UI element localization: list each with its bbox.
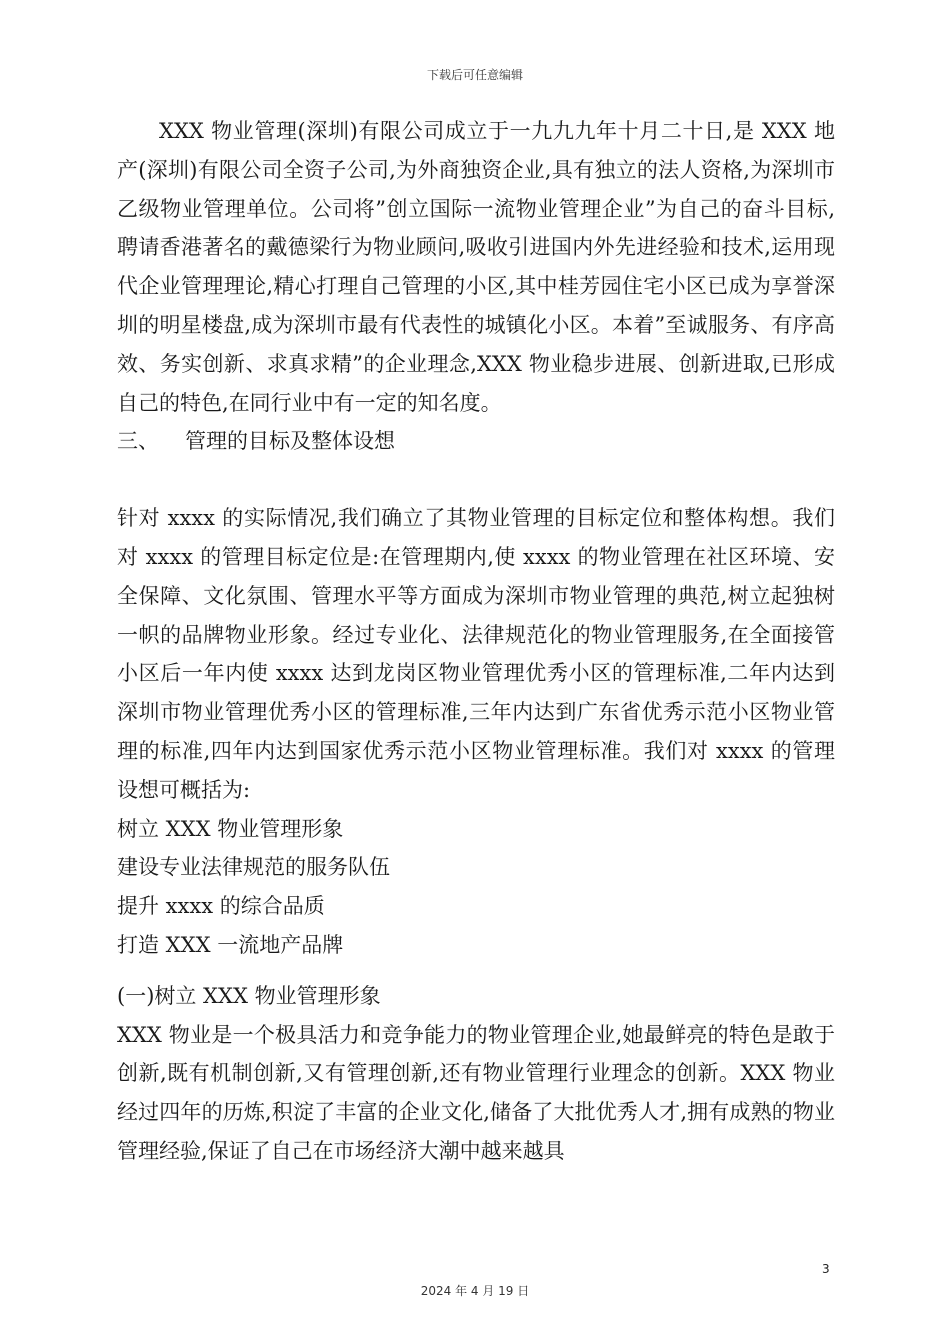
page-number: 3 <box>822 1262 830 1276</box>
page-footer-date: 2024 年 4 月 19 日 <box>420 1284 530 1298</box>
spacer <box>117 965 835 977</box>
section-heading <box>117 422 835 461</box>
image-paragraph: XXX 物业是一个极具活力和竞争能力的物业管理企业,她最鲜亮的特色是敢于创新,既有机制创新,又有管理创新,还有物业管理行业理念的创新。XXX 物业经过四年的历炼,积淀了丰富的企业文化,储备了大批优秀人才,拥有成熟的物业管理经验,保证了自己在市场经济大潮中越来越具 <box>117 1022 835 1163</box>
subsection-heading: (一)树立 XXX 物业管理形象 <box>117 983 381 1008</box>
document-body <box>117 112 835 1171</box>
spacer <box>117 461 835 499</box>
concept-item: 提升 xxxx 的综合品质 <box>117 894 325 919</box>
section-title: 管理的目标及整体设想 <box>185 429 395 454</box>
concept-item: 树立 XXX 物业管理形象 <box>117 816 344 841</box>
intro-paragraph: XXX 物业管理(深圳)有限公司成立于一九九九年十月二十日,是 XXX 地产(深圳)有限公司全资子公司,为外商独资企业,具有独立的法人资格,为深圳市乙级物业管理单位。公司将”创立国际一流物业管理企业”为自己的奋斗目标,聘请香港著名的戴德梁行为物业顾问,吸收引进国内外先进经验和技术,运用现代企业管理理论,精心打理自己管理的小区,其中桂芳园住宅小区已成为享誉深圳的明星楼盘,成为深圳市最有代表性的城镇化小区。本着”至诚服务、有序高效、务实创新、求真求精”的企业理念,XXX 物业稳步进展、创新进取,已形成自己的特色,在同行业中有一定的知名度。 <box>117 119 835 415</box>
concept-item: 建设专业法律规范的服务队伍 <box>117 855 390 880</box>
concept-item: 打造 XXX 一流地产品牌 <box>117 932 344 957</box>
goals-paragraph: 针对 xxxx 的实际情况,我们确立了其物业管理的目标定位和整体构想。我们对 xxxx 的管理目标定位是:在管理期内,使 xxxx 的物业管理在社区环境、安全保障、文化氛围、管理水平等方面成为深圳市物业管理的典范,树立起独树一帜的品牌物业形象。经过专业化、法律规范化的物业管理服务,在全面接管小区后一年内使 xxxx 达到龙岗区物业管理优秀小区的管理标准,二年内达到深圳市物业管理优秀小区的管理标准,三年内达到广东省优秀示范小区物业管理的标准,四年内达到国家优秀示范小区物业管理标准。我们对 xxxx 的管理设想可概括为: <box>117 506 835 802</box>
page-header: 下载后可任意编辑 <box>426 68 523 82</box>
section-number: 三、 <box>117 429 159 454</box>
